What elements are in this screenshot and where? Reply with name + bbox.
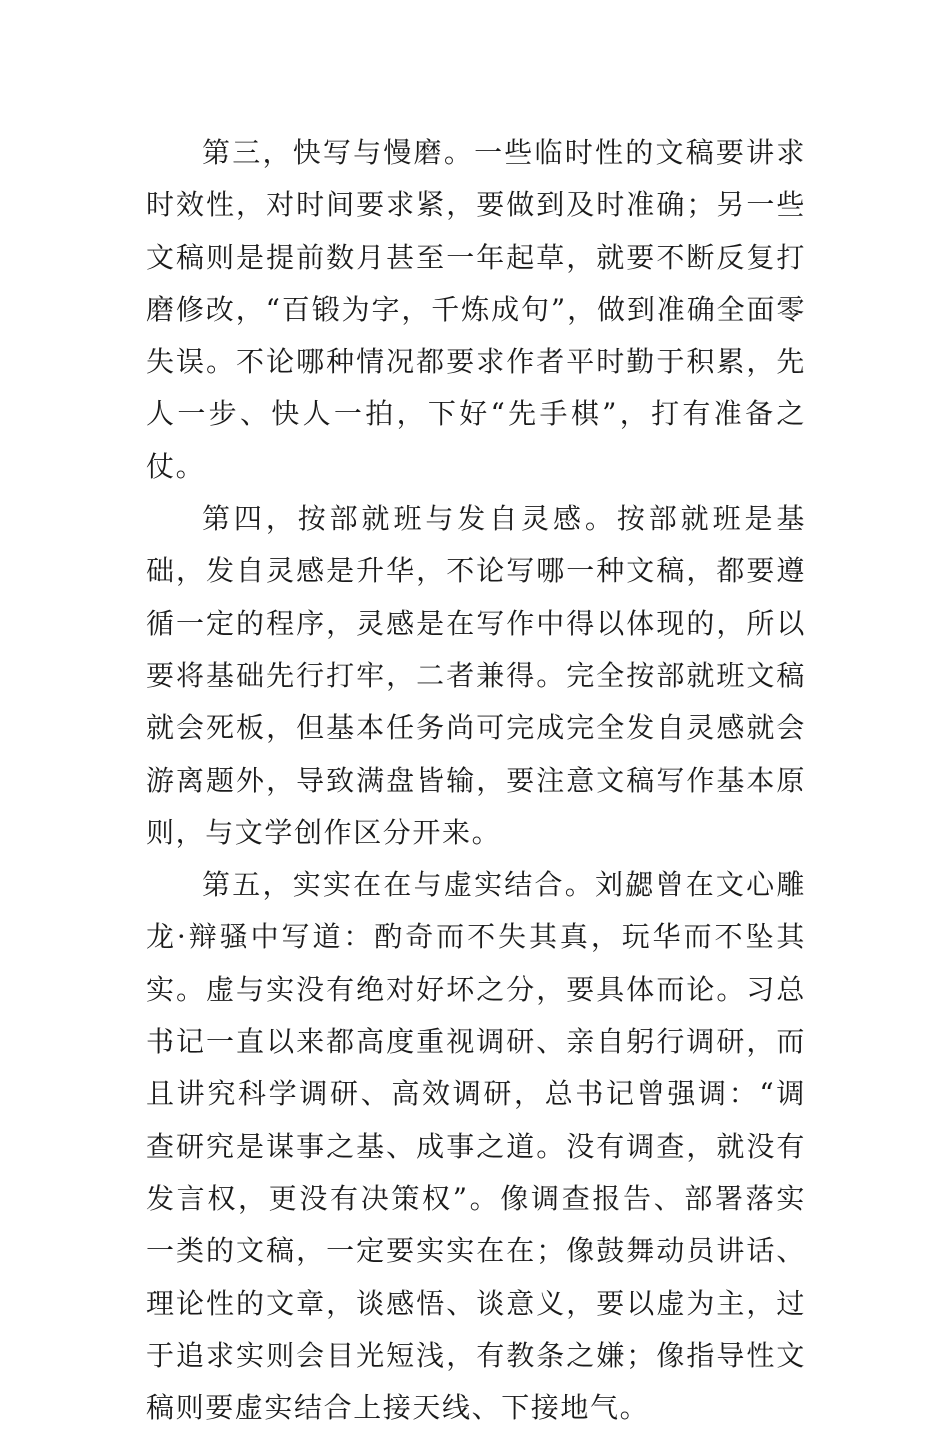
paragraph-third-point: 第三，快写与慢磨。一些临时性的文稿要讲求时效性，对时间要求紧，要做到及时准确；另一些文稿则是提前数月甚至一年起草，就要不断反复打磨修改，“百锻为字，千炼成句”，做到准确全面零失误。不论哪种情况都要求作者平时勤于积累，先人一步、快人一拍，下好“先手棋”，打有准备之仗。 — [146, 136, 806, 483]
paragraph-fourth-point: 第四，按部就班与发自灵感。按部就班是基础，发自灵感是升华，不论写哪一种文稿，都要遵循一定的程序，灵感是在写作中得以体现的，所以要将基础先行打牢，二者兼得。完全按部就班文稿就会死板，但基本任务尚可完成完全发自灵感就会游离题外，导致满盘皆输，要注意文稿写作基本原则，与文学创作区分开来。 — [146, 502, 806, 849]
paragraph-fifth-point: 第五，实实在在与虚实结合。刘勰曾在文心雕龙·辩骚中写道：酌奇而不失其真，玩华而不坠其实。虚与实没有绝对好坏之分，要具体而论。习总书记一直以来都高度重视调研、亲自躬行调研，而且讲究科学调研、高效调研，总书记曾强调：“调查研究是谋事之基、成事之道。没有调查，就没有发言权，更没有决策权”。像调查报告、部署落实一类的文稿，一定要实实在在；像鼓舞动员讲话、理论性的文章，谈感悟、谈意义，要以虚为主，过于追求实则会目光短浅，有教条之嫌；像指导性文稿则要虚实结合上接天线、下接地气。 — [146, 868, 806, 1425]
document-body — [146, 127, 806, 1434]
